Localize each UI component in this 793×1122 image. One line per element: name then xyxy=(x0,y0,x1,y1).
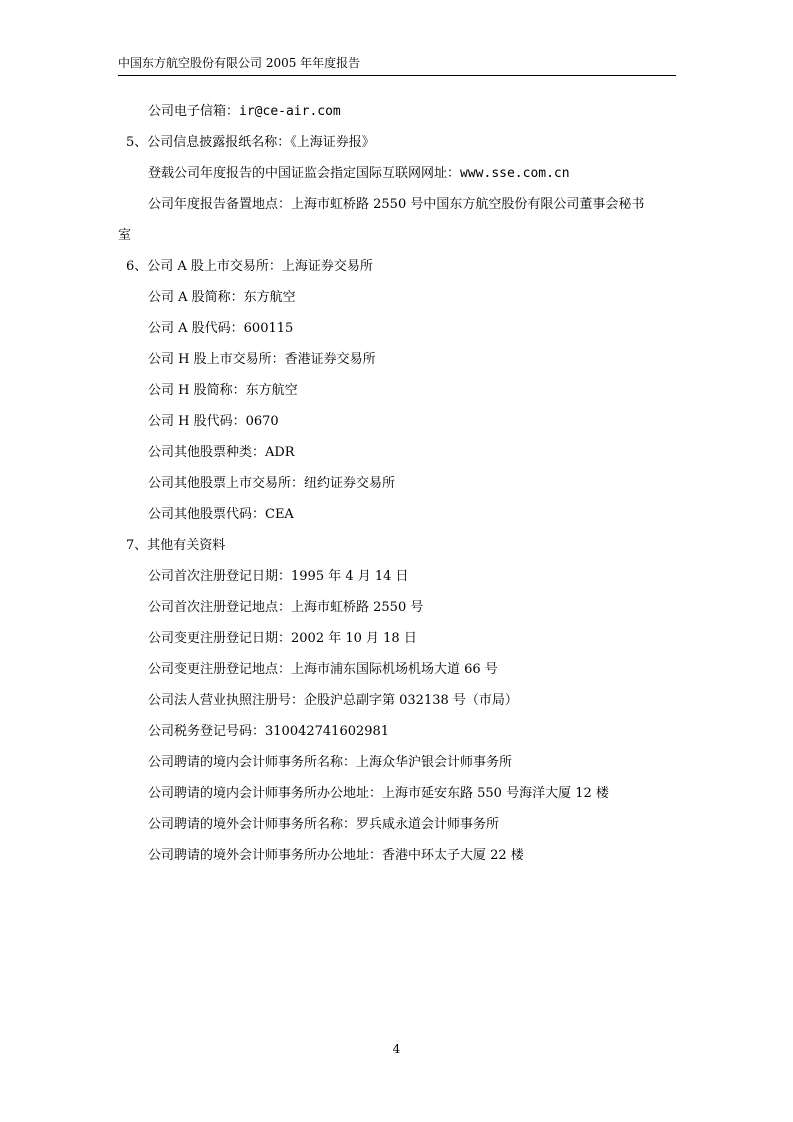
section-6-title: 6、公司 A 股上市交易所：上海证券交易所 xyxy=(126,259,373,274)
website-label: 登载公司年度报告的中国证监会指定国际互联网网址： xyxy=(148,166,461,181)
other-share-type: 公司其他股票种类：ADR xyxy=(148,445,295,460)
h-share-name: 公司 H 股简称：东方航空 xyxy=(148,383,298,398)
foreign-auditor-name: 公司聘请的境外会计师事务所名称：罗兵咸永道会计师事务所 xyxy=(148,817,500,832)
tax-registration-number: 公司税务登记号码：310042741602981 xyxy=(148,724,390,739)
first-registration-place: 公司首次注册登记地点：上海市虹桥路 2550 号 xyxy=(148,600,424,615)
change-registration-date: 公司变更注册登记日期：2002 年 10 月 18 日 xyxy=(148,631,417,646)
section-5-title: 5、公司信息披露报纸名称：《上海证券报》 xyxy=(126,135,375,150)
first-registration-date: 公司首次注册登记日期：1995 年 4 月 14 日 xyxy=(148,569,409,584)
email-line xyxy=(148,104,341,120)
business-license-number: 公司法人营业执照注册号：企股沪总副字第 032138 号（市局） xyxy=(148,693,518,708)
website-value: www.sse.com.cn xyxy=(460,166,570,181)
h-share-exchange: 公司 H 股上市交易所：香港证券交易所 xyxy=(148,352,376,367)
website-line xyxy=(148,166,570,182)
other-share-exchange: 公司其他股票上市交易所：纽约证券交易所 xyxy=(148,476,396,491)
domestic-auditor-name: 公司聘请的境内会计师事务所名称：上海众华沪银会计师事务所 xyxy=(148,755,513,770)
h-share-code: 公司 H 股代码：0670 xyxy=(148,414,279,429)
a-share-name: 公司 A 股简称：东方航空 xyxy=(148,290,296,305)
email-value: ir@ce-air.com xyxy=(239,104,341,119)
report-location-wrap: 室 xyxy=(118,228,132,243)
page-header xyxy=(118,56,676,76)
email-label: 公司电子信箱： xyxy=(148,104,240,119)
report-location-line: 公司年度报告备置地点：上海市虹桥路 2550 号中国东方航空股份有限公司董事会秘书 xyxy=(148,197,645,212)
page-number: 4 xyxy=(392,1042,401,1056)
other-share-code: 公司其他股票代码：CEA xyxy=(148,507,294,522)
header-title: 中国东方航空股份有限公司 2005 年年度报告 xyxy=(118,56,361,70)
foreign-auditor-address: 公司聘请的境外会计师事务所办公地址：香港中环太子大厦 22 楼 xyxy=(148,848,524,863)
a-share-code: 公司 A 股代码：600115 xyxy=(148,321,294,336)
change-registration-place: 公司变更注册登记地点：上海市浦东国际机场机场大道 66 号 xyxy=(148,662,498,677)
section-7-title: 7、其他有关资料 xyxy=(126,538,226,553)
domestic-auditor-address: 公司聘请的境内会计师事务所办公地址：上海市延安东路 550 号海洋大厦 12 楼 xyxy=(148,786,609,801)
